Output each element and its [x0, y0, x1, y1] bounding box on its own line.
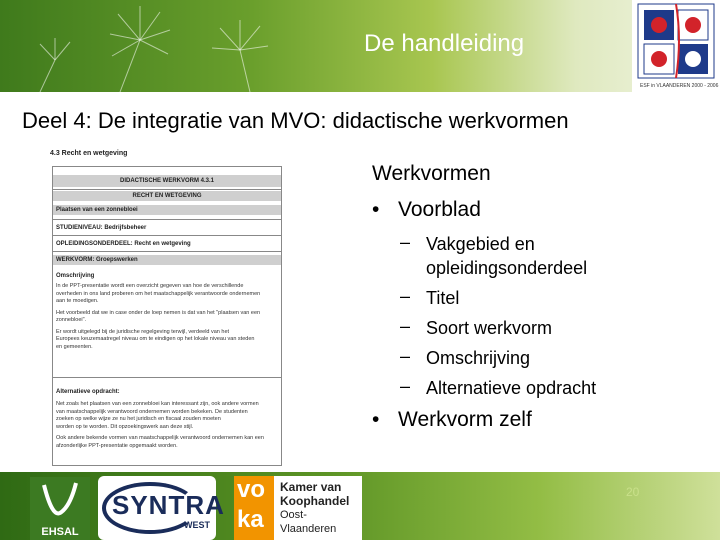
form-row: OPLEIDINGSONDERDEEL: Recht en wetgeving — [56, 241, 191, 247]
sub-bullet-line: Vakgebied en — [426, 234, 535, 254]
description-line: Europees keuzemaatregel niveau om te eindigen op het lokale niveau van steden — [56, 336, 255, 342]
description-line: aan te moedigen. — [56, 298, 99, 304]
alt-heading: Alternatieve opdracht: — [56, 389, 120, 395]
page-number: 20 — [626, 485, 640, 499]
sub-bullet-text: Omschrijving — [426, 348, 531, 368]
syntra-logo — [98, 476, 225, 540]
form-row: STUDIENIVEAU: Bedrijfsbeheer — [56, 225, 147, 231]
bullet-icon: • — [372, 408, 380, 431]
alt-line: van maatschappelijk verantwoord ondernemen worden bekeken. De studenten — [56, 408, 248, 415]
ehsal-text: EHSAL — [41, 526, 79, 538]
divider — [53, 235, 281, 236]
ehsal-mark-icon — [30, 477, 90, 521]
description-line: en gemeenten. — [56, 343, 93, 350]
sub-bullet-text: Alternatieve opdracht — [426, 378, 597, 398]
description-line: overheden in ons land proberen om het maatschappelijk verantwoorde ondernemen — [56, 290, 261, 297]
form-row: Plaatsen van een zonnebloei — [53, 205, 281, 215]
form-description — [56, 283, 278, 351]
alt-line: zoeken op welke wijze ze nu het juridisch en fiscaal zouden moeten — [56, 416, 221, 422]
voka-mark-text: vo — [237, 476, 266, 503]
document-form — [52, 166, 282, 466]
divider — [53, 377, 281, 378]
bullet-text: Voorblad — [398, 198, 481, 221]
voka-mark — [234, 476, 274, 540]
alt-line: afzonderlijke PPT-presentatie opgemaakt worden. — [56, 442, 178, 449]
sub-bullet-text: Soort werkvorm — [426, 318, 553, 338]
esf-logo — [632, 0, 720, 92]
description-line: Er wordt uitgelegd bij de juridische regelgeving terwijl, verdeeld van het — [56, 328, 230, 335]
description-line: In de PPT-presentatie wordt een overzicht gegeven van hoe de verschillende — [56, 283, 244, 289]
syntra-west-text: WEST — [184, 520, 210, 530]
voka-logo — [234, 476, 362, 540]
divider — [53, 219, 281, 220]
header-title: De handleiding — [364, 30, 525, 57]
dash-icon: – — [400, 232, 411, 252]
form-row: WERKVORM: Groepswerken — [53, 255, 281, 265]
description-line: Het voorbeeld dat we in case onder de loep nemen is dat van het "plaatsen van een — [56, 309, 261, 316]
description-line: zonnebloei". — [56, 317, 87, 323]
divider — [53, 251, 281, 252]
bullet-text: Werkvorm zelf — [398, 408, 532, 431]
voka-line: Kamer van — [280, 480, 342, 494]
esf-logo-graphic — [632, 0, 720, 84]
content-heading: Werkvormen — [372, 162, 491, 185]
slide-title: Deel 4: De integratie van MVO: didactische werkvormen — [22, 108, 569, 133]
sub-bullet-line: opleidingsonderdeel — [426, 258, 588, 278]
voka-text — [280, 480, 362, 536]
ehsal-logo — [30, 477, 90, 540]
document-thumbnail — [48, 146, 286, 468]
voka-line: Koophandel — [280, 494, 350, 508]
voka-line: Oost-Vlaanderen — [280, 509, 337, 535]
logo-caption: ESF in VLAANDEREN 2000 - 2006 — [640, 83, 719, 89]
alt-description — [56, 401, 278, 450]
form-title: DIDACTISCHE WERKVORM 4.3.1 — [53, 175, 281, 187]
alt-line: Ook andere bekende vormen van maatschappelijk verantwoord ondernemen kan een — [56, 435, 264, 441]
alt-line: worden op te worden. Dit opzoekingswerk aan deze stijl. — [56, 423, 194, 430]
dash-icon: – — [400, 346, 411, 366]
sub-bullet-text: Titel — [426, 288, 460, 308]
voka-mark-text: ka — [237, 506, 264, 533]
document-heading: 4.3 Recht en wetgeving — [50, 150, 128, 157]
sub-bullet-text — [426, 232, 587, 280]
form-subject: RECHT EN WETGEVING — [53, 191, 281, 201]
form-row: Omschrijving — [56, 273, 95, 279]
syntra-text: SYNTRA — [112, 490, 225, 520]
divider — [53, 189, 281, 190]
dash-icon: – — [400, 286, 411, 306]
header-band — [0, 0, 720, 92]
alt-line: Net zoals het plaatsen van een zonnebloei kan interessant zijn, ook andere vormen — [56, 401, 259, 407]
dash-icon: – — [400, 376, 411, 396]
bullet-icon: • — [372, 198, 380, 221]
dash-icon: – — [400, 316, 411, 336]
